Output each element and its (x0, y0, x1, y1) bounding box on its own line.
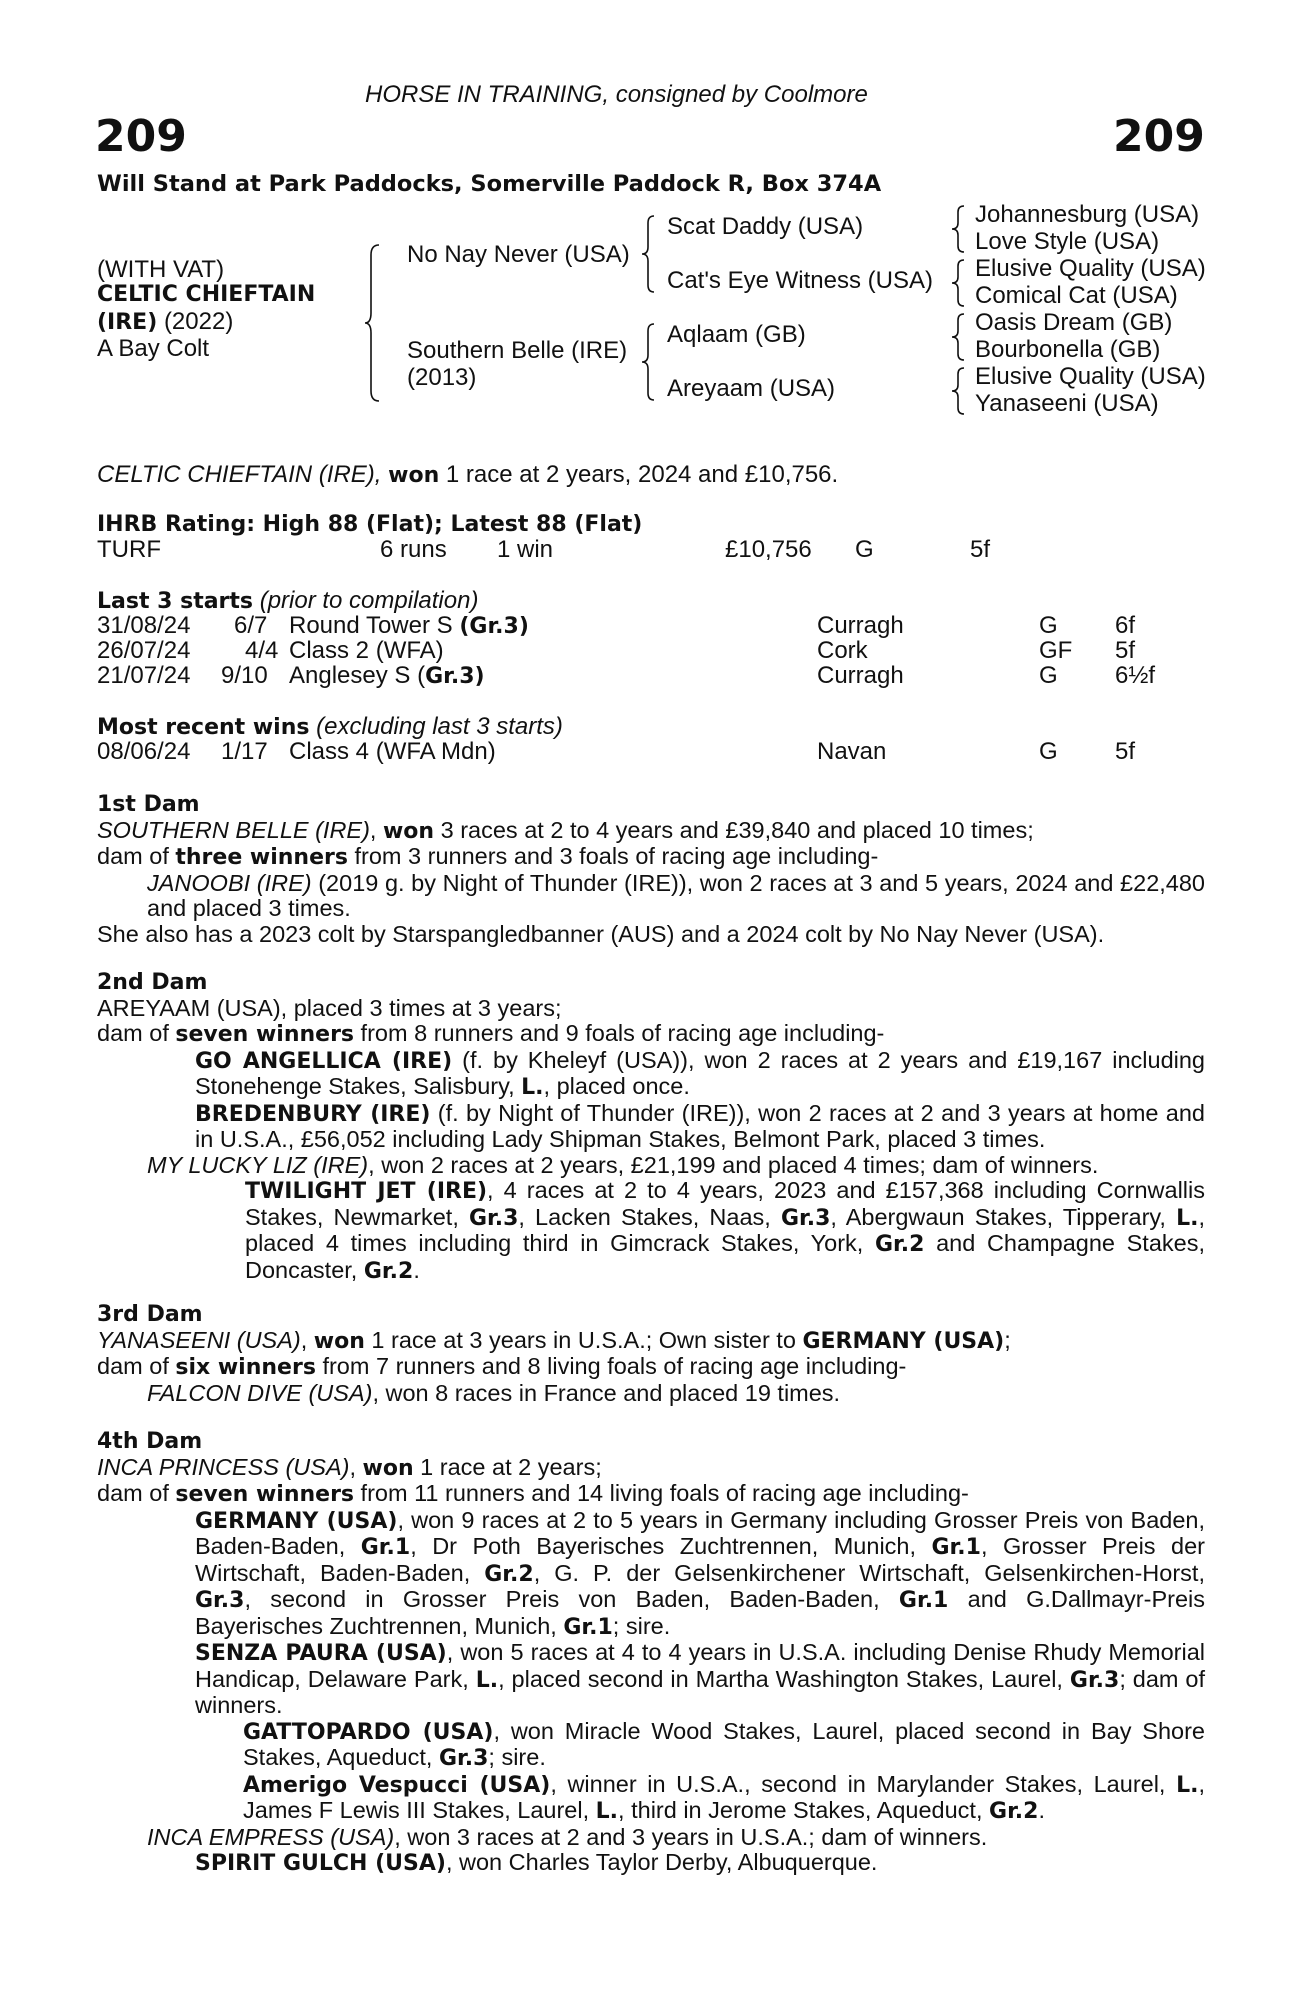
text: , won 5 races at 4 to 4 years in U.S.A. including Denise Rhudy Memorial Handicap, Delaware Park, (195, 1639, 1205, 1692)
section-heading: 1st Dam (97, 792, 200, 817)
progeny-name: SENZA PAURA (USA) (195, 1641, 447, 1666)
dam-line: AREYAAM (USA), placed 3 times at 3 years; (97, 994, 562, 1021)
ihrb-prize: £10,756 (725, 536, 812, 563)
progeny-entry (97, 1508, 1205, 1641)
horse-name: CELTIC CHIEFTAIN (97, 282, 316, 307)
winner-count: six winners (175, 1355, 316, 1380)
text: ; (1004, 1326, 1011, 1353)
race-name: Class 2 (WFA) (289, 637, 444, 664)
start-distance: 6½f (1115, 662, 1156, 689)
grandprogeny-entry (97, 1719, 1205, 1772)
punct: , (369, 816, 383, 843)
horse-country: (IRE) (97, 310, 158, 335)
text: , won 2 races at 2 years, £21,199 and placed 4 times; dam of winners. (368, 1151, 1099, 1178)
vat-note: (WITH VAT) (97, 256, 225, 283)
produce-line (97, 1481, 1205, 1508)
dam-name: SOUTHERN BELLE (IRE) (97, 816, 370, 843)
race-name: Round Tower S (289, 612, 460, 639)
ihrb-distance: 5f (970, 536, 991, 563)
start-going: G (1039, 662, 1058, 689)
ihrb-runs: 6 runs (380, 536, 447, 563)
last3-heading (97, 588, 478, 615)
last3-title: Last 3 starts (97, 589, 254, 614)
ihrb-rating: IHRB Rating: High 88 (Flat); Latest 88 (Flat) (97, 512, 643, 537)
progeny-name: TWILIGHT JET (IRE) (245, 1179, 488, 1204)
ihrb-wins: 1 win (497, 536, 554, 563)
start-distance: 6f (1115, 612, 1136, 639)
dam-dam: Areyaam (USA) (667, 375, 836, 402)
ihrb-surface: TURF (97, 536, 161, 563)
grade: Gr.1 (563, 1614, 613, 1640)
text: (f. by Kheleyf (USA)), won 2 races at 2 years and £19,167 including Stonehenge Stakes, Salisbury, (195, 1046, 1206, 1099)
summary-won: won (388, 463, 440, 488)
fourth-dam-section (97, 1429, 1205, 1877)
summary-horse-name: CELTIC CHIEFTAIN (IRE), (97, 461, 382, 488)
text: , (349, 1453, 363, 1480)
text: , Abergwaun Stakes, Tipperary, (830, 1203, 1177, 1230)
pedigree-brace (950, 366, 970, 416)
grandprogeny-entry (97, 1772, 1205, 1825)
text: , won 3 races at 2 and 3 years in U.S.A.; dam of winners. (394, 1823, 988, 1850)
won-label: won (313, 1328, 365, 1354)
section-heading: 4th Dam (97, 1429, 203, 1454)
race-grade: Gr.3) (425, 664, 485, 689)
section-heading: 2nd Dam (97, 970, 208, 995)
listed: L. (521, 1075, 544, 1100)
table-row (0, 739, 1315, 765)
progeny-name: GERMANY (USA) (195, 1508, 398, 1534)
text: , James F Lewis III Stakes, Laurel, (243, 1770, 1205, 1823)
text: , won Miracle Wood Stakes, Laurel, placed second in Bay Shore Stakes, Aqueduct, (243, 1717, 1205, 1770)
sire-sire: Scat Daddy (USA) (667, 213, 864, 240)
start-position: 9/10 (221, 662, 268, 689)
progeny-name: BREDENBURY (IRE) (195, 1101, 431, 1127)
recent-note: (excluding last 3 starts) (316, 713, 563, 740)
produce-line (97, 844, 1205, 871)
progeny-name: INCA EMPRESS (USA) (147, 1823, 395, 1850)
horse-year: (2022) (163, 308, 234, 335)
progeny-entry (97, 1640, 1205, 1719)
progeny-entry (97, 871, 1205, 922)
horse-description: A Bay Colt (97, 335, 210, 362)
table-row (0, 638, 1315, 664)
text: ; sire. (612, 1612, 671, 1639)
sister-of: GERMANY (USA) (802, 1328, 1005, 1354)
ihrb-going: G (855, 536, 874, 563)
grade: Gr.1 (360, 1535, 411, 1560)
start-race (289, 613, 529, 640)
grade: Gr.2 (989, 1799, 1039, 1824)
text: (f. by Night of Thunder (IRE)), won 2 races at 2 and 3 years at home and in U.S.A., £56,052 including Lady Shipman Stakes, Belmont Park, placed 3 times. (195, 1099, 1206, 1152)
win-course: Navan (817, 738, 887, 765)
text: dam of (97, 1480, 176, 1506)
text: from 11 runners and 14 living foals of racing age including- (354, 1480, 969, 1506)
grade: Gr.2 (874, 1232, 925, 1257)
dam-line (97, 818, 1205, 845)
dam-line (97, 1455, 1205, 1482)
text: . (1038, 1797, 1045, 1823)
text: ; sire. (488, 1744, 546, 1770)
grade: Gr.3 (438, 1746, 489, 1771)
listed: L. (475, 1667, 499, 1693)
progeny-entry (97, 1101, 1205, 1153)
grade: Gr.2 (484, 1561, 534, 1587)
text: , 4 races at 2 to 4 years, 2023 and £157,368 including Cornwallis Stakes, Newmarket, (245, 1177, 1205, 1230)
text: , (300, 1326, 314, 1353)
text: and Champagne Stakes, Doncaster, (245, 1230, 1205, 1283)
text: , Dr Poth Bayerisches Zuchtrennen, Munich, (410, 1533, 932, 1559)
text: , G. P. der Gelsenkirchener Wirtschaft, Gelsenkirchen-Horst, (533, 1559, 1205, 1586)
text: ; dam of winners. (195, 1665, 1206, 1718)
text: dam of (97, 843, 176, 869)
text: from 7 runners and 8 living foals of racing age including- (315, 1353, 907, 1379)
dam-sire: Aqlaam (GB) (667, 321, 806, 348)
grandprogeny-entry (97, 1178, 1205, 1284)
ggp-dsd: Bourbonella (GB) (975, 336, 1161, 363)
ggp-dss: Oasis Dream (GB) (975, 309, 1173, 336)
dam-name: Southern Belle (IRE) (407, 337, 628, 364)
win-distance: 5f (1115, 738, 1136, 765)
section-heading: 3rd Dam (97, 1302, 203, 1327)
start-course: Cork (817, 637, 868, 664)
start-going: GF (1039, 637, 1073, 664)
text: and G.Dallmayr-Preis Bayerisches Zuchtrennen, Munich, (195, 1586, 1205, 1639)
race-grade: (Gr.3) (459, 614, 529, 639)
lot-number-right: 209 (1113, 111, 1205, 162)
progeny-name: SPIRIT GULCH (USA) (195, 1851, 446, 1876)
winner-count: three winners (175, 845, 348, 870)
text: , third in Jerome Stakes, Aqueduct, (618, 1797, 990, 1823)
dam-name: YANASEENI (USA) (97, 1326, 301, 1353)
ggp-ddd: Yanaseeni (USA) (975, 390, 1159, 417)
progeny-name: GO ANGELLICA (IRE) (195, 1048, 453, 1074)
first-dam-section (97, 792, 1205, 947)
third-dam-section (97, 1302, 1205, 1406)
also-line: She also has a 2023 colt by Starspangledbanner (AUS) and a 2024 colt by No Nay Never (USA). (97, 920, 1105, 947)
text: , placed once. (543, 1073, 690, 1099)
table-row (0, 663, 1315, 689)
race-name: Anglesey S ( (289, 662, 426, 689)
produce-line (97, 1021, 1205, 1048)
start-date: 31/08/24 (97, 612, 191, 639)
progeny-entry (97, 1825, 1205, 1851)
race-summary (97, 462, 838, 489)
win-position: 1/17 (221, 738, 268, 765)
grade: Gr.3 (468, 1205, 519, 1231)
text: , won 9 races at 2 to 5 years in Germany including Grosser Preis von Baden, Baden-Baden, (195, 1506, 1205, 1559)
progeny-entry (97, 1153, 1205, 1179)
start-course: Curragh (817, 662, 904, 689)
recent-title: Most recent wins (97, 715, 310, 740)
sire-name: No Nay Never (USA) (407, 241, 630, 268)
text: , winner in U.S.A., second in Marylander Stakes, Laurel, (550, 1770, 1177, 1797)
dam-year: (2013) (407, 364, 477, 391)
ggp-sss: Johannesburg (USA) (975, 201, 1200, 228)
text: 1 race at 2 years; (413, 1453, 602, 1480)
listed: L. (1176, 1772, 1199, 1798)
stabling-line: Will Stand at Park Paddocks, Somerville Paddock R, Box 374A (97, 171, 882, 197)
progeny-name: FALCON DIVE (USA) (147, 1379, 373, 1406)
last3-note: (prior to compilation) (259, 587, 479, 614)
listed: L. (595, 1799, 619, 1824)
sire-dam: Cat's Eye Witness (USA) (667, 267, 933, 294)
dam-record: 3 races at 2 to 4 years and £39,840 and placed 10 times; (434, 816, 1034, 843)
pedigree-brace (640, 214, 660, 294)
start-date: 21/07/24 (97, 662, 191, 689)
grade: Gr.2 (363, 1258, 414, 1284)
pedigree-brace (950, 312, 970, 362)
text: from 8 runners and 9 foals of racing age including- (354, 1020, 885, 1046)
recent-heading (97, 714, 563, 741)
text: 1 race at 3 years in U.S.A.; Own sister to (364, 1326, 803, 1353)
ggp-ssd: Love Style (USA) (975, 228, 1160, 255)
text: from 3 runners and 3 foals of racing age including- (347, 843, 879, 869)
pedigree-brace (950, 204, 970, 254)
text: , placed 4 times including third in Gimcrack Stakes, York, (245, 1203, 1205, 1256)
dam-line (97, 1328, 1205, 1355)
text: , Grosser Preis der Wirtschaft, Baden-Baden, (195, 1533, 1205, 1586)
text: dam of (97, 1353, 176, 1379)
winner-count: seven winners (175, 1482, 355, 1507)
summary-detail: 1 race at 2 years, 2024 and £10,756. (445, 461, 839, 488)
progeny-name: MY LUCKY LIZ (IRE) (147, 1151, 369, 1178)
pedigree-brace (950, 258, 970, 308)
win-date: 08/06/24 (97, 738, 191, 765)
start-date: 26/07/24 (97, 637, 191, 664)
pedigree-brace (365, 243, 385, 403)
second-dam-section (97, 970, 1205, 1284)
grandprogeny-entry (97, 1850, 1205, 1877)
lot-number-left: 209 (95, 111, 187, 162)
text: , placed second in Martha Washington Stakes, Laurel, (498, 1665, 1070, 1692)
catalogue-subtitle: HORSE IN TRAINING, consigned by Coolmore (365, 81, 868, 108)
ggp-dds: Elusive Quality (USA) (975, 363, 1206, 390)
progeny-record: (2019 g. by Night of Thunder (IRE)), won 2 races at 3 and 5 years, 2024 and £22,480 and placed 3 times. (147, 869, 1205, 921)
text: , won 8 races in France and placed 19 times. (372, 1379, 841, 1406)
start-race (289, 638, 444, 665)
grade: Gr.1 (931, 1535, 981, 1560)
text: , won Charles Taylor Derby, Albuquerque. (445, 1849, 878, 1875)
text: , Lacken Stakes, Naas, (518, 1203, 781, 1230)
grade: Gr.3 (1069, 1667, 1120, 1693)
text: , second in Grosser Preis von Baden, Baden-Baden, (244, 1586, 899, 1612)
start-position: 6/7 (234, 612, 268, 639)
grade: Gr.3 (195, 1588, 245, 1613)
winner-count: seven winners (175, 1022, 355, 1047)
text: . (413, 1256, 420, 1283)
dam-name: INCA PRINCESS (USA) (97, 1453, 350, 1480)
grade: Gr.3 (780, 1205, 831, 1231)
progeny-name: Amerigo Vespucci (USA) (243, 1772, 551, 1798)
progeny-name: JANOOBI (IRE) (147, 869, 312, 896)
produce-line (97, 1354, 1205, 1381)
ggp-sdd: Comical Cat (USA) (975, 282, 1178, 309)
table-row (0, 613, 1315, 639)
progeny-name: GATTOPARDO (USA) (243, 1719, 494, 1745)
pedigree-brace (640, 322, 660, 402)
start-going: G (1039, 612, 1058, 639)
won-label: won (382, 818, 435, 844)
progeny-entry (97, 1048, 1205, 1101)
progeny-entry (97, 1381, 1205, 1407)
grade: Gr.1 (898, 1588, 949, 1613)
win-going: G (1039, 738, 1058, 765)
ggp-sds: Elusive Quality (USA) (975, 255, 1206, 282)
horse-origin (97, 309, 233, 336)
won-label: won (362, 1455, 414, 1481)
start-race (289, 663, 485, 690)
win-race: Class 4 (WFA Mdn) (289, 738, 496, 765)
start-course: Curragh (817, 612, 904, 639)
listed: L. (1176, 1205, 1199, 1231)
text: dam of (97, 1020, 176, 1046)
start-position: 4/4 (245, 637, 279, 664)
start-distance: 5f (1115, 637, 1136, 664)
